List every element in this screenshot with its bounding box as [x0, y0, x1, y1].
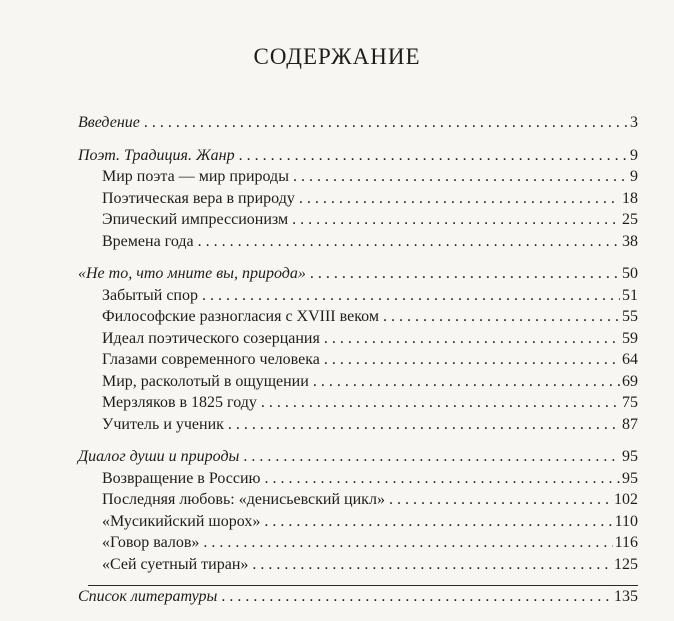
- toc-entry[interactable]: [78, 328, 638, 350]
- toc-entry[interactable]: [78, 166, 638, 188]
- toc-page-number: 3: [630, 114, 638, 131]
- toc-page-number: 9: [630, 168, 638, 185]
- dot-leader: [144, 112, 628, 134]
- toc-entry-label: Введение: [78, 114, 140, 131]
- dot-leader: [313, 371, 620, 393]
- page-title: СОДЕРЖАНИЕ: [253, 44, 421, 69]
- toc-page-number: 59: [622, 329, 638, 347]
- toc-entry-label: Глазами современного человека: [102, 351, 320, 368]
- toc-entry[interactable]: [78, 532, 638, 554]
- toc-entry[interactable]: [78, 489, 638, 511]
- toc-page-number: 87: [622, 415, 638, 433]
- toc-entry-label: Идеал поэтического созерцания: [102, 329, 320, 347]
- toc-entry-label: «Мусикийский шорох»: [102, 512, 261, 530]
- dot-leader: [261, 392, 620, 414]
- dot-leader: [324, 349, 620, 371]
- toc-section-not-what-you-think[interactable]: [78, 263, 638, 285]
- toc-entry-label: Мир, расколотый в ощущении: [102, 372, 309, 390]
- dot-leader: [310, 263, 620, 285]
- toc-page-number: 18: [622, 189, 638, 207]
- toc-entry-label: Забытый спор: [102, 286, 198, 304]
- toc-page-number: 51: [622, 286, 638, 304]
- toc-entry-label: Последняя любовь: «денисьевский цикл»: [102, 491, 385, 508]
- dot-leader: [221, 586, 612, 608]
- toc-page-number: 50: [622, 265, 638, 282]
- toc-entry[interactable]: [78, 554, 638, 576]
- toc-entry-label: «Не то, что мните вы, природа»: [78, 265, 306, 282]
- toc-entry-label: Поэт. Традиция. Жанр: [78, 146, 235, 164]
- toc-entry[interactable]: [78, 188, 638, 210]
- dot-leader: [198, 231, 620, 253]
- toc-entry[interactable]: [78, 511, 638, 533]
- toc-page-number: 64: [622, 351, 638, 368]
- toc-page-number: 110: [614, 512, 638, 530]
- toc-entry-label: Список литературы: [78, 588, 218, 605]
- toc-entry-label: Времена года: [102, 232, 194, 250]
- toc-entry[interactable]: [78, 392, 638, 414]
- dot-leader: [202, 285, 620, 307]
- toc-entry-label: Учитель и ученик: [102, 415, 224, 433]
- toc-entry[interactable]: [78, 285, 638, 307]
- toc-entry-label: Мир поэта — мир природы: [102, 168, 289, 185]
- toc-entry[interactable]: [78, 306, 638, 328]
- toc-entry[interactable]: [78, 414, 638, 436]
- toc-entry-bibliography[interactable]: [78, 586, 638, 608]
- toc-entry-label: Мерзляков в 1825 году: [102, 394, 257, 411]
- dot-leader: [264, 468, 620, 490]
- toc-page-number: 38: [622, 232, 638, 250]
- toc-entry[interactable]: [78, 231, 638, 253]
- toc-page-number: 55: [622, 308, 638, 325]
- bottom-rule: [88, 585, 638, 586]
- toc-entry-label: Диалог души и природы: [78, 448, 240, 465]
- toc-entry-label: «Сей суетный тиран»: [102, 555, 249, 573]
- toc-entry-label: «Говор валов»: [102, 534, 200, 551]
- toc-page-number: 75: [622, 394, 638, 411]
- toc-entry-introduction[interactable]: [78, 112, 638, 134]
- toc-page-number: 69: [622, 372, 638, 390]
- dot-leader: [203, 532, 612, 554]
- dot-leader: [228, 414, 620, 436]
- toc-section-poet-tradition-genre[interactable]: [78, 145, 638, 167]
- toc-entry-label: Возвращение в Россию: [102, 469, 261, 487]
- dot-leader: [389, 489, 612, 511]
- dot-leader: [252, 554, 612, 576]
- toc-page-number: 95: [622, 448, 638, 465]
- dot-leader: [239, 145, 628, 167]
- dot-leader: [292, 209, 620, 231]
- table-of-contents: [78, 112, 638, 608]
- toc-page-number: 125: [614, 555, 638, 573]
- dot-leader: [324, 328, 620, 350]
- toc-page-number: 25: [622, 211, 638, 228]
- toc-entry[interactable]: [78, 349, 638, 371]
- toc-page-number: 102: [614, 491, 638, 508]
- dot-leader: [383, 306, 620, 328]
- dot-leader: [293, 166, 628, 188]
- toc-page-number: 95: [622, 469, 638, 487]
- toc-entry-label: Философские разногласия с XVIII веком: [102, 308, 379, 325]
- dot-leader: [264, 511, 612, 533]
- toc-page-number: 116: [614, 534, 638, 551]
- dot-leader: [243, 446, 620, 468]
- toc-entry-label: Поэтическая вера в природу: [102, 189, 295, 207]
- toc-page-number: 135: [614, 588, 638, 605]
- toc-entry[interactable]: [78, 209, 638, 231]
- toc-page-number: 9: [630, 146, 638, 164]
- toc-section-dialogue[interactable]: [78, 446, 638, 468]
- toc-entry[interactable]: [78, 468, 638, 490]
- toc-entry-label: Эпический импрессионизм: [102, 211, 289, 228]
- toc-entry[interactable]: [78, 371, 638, 393]
- dot-leader: [299, 188, 620, 210]
